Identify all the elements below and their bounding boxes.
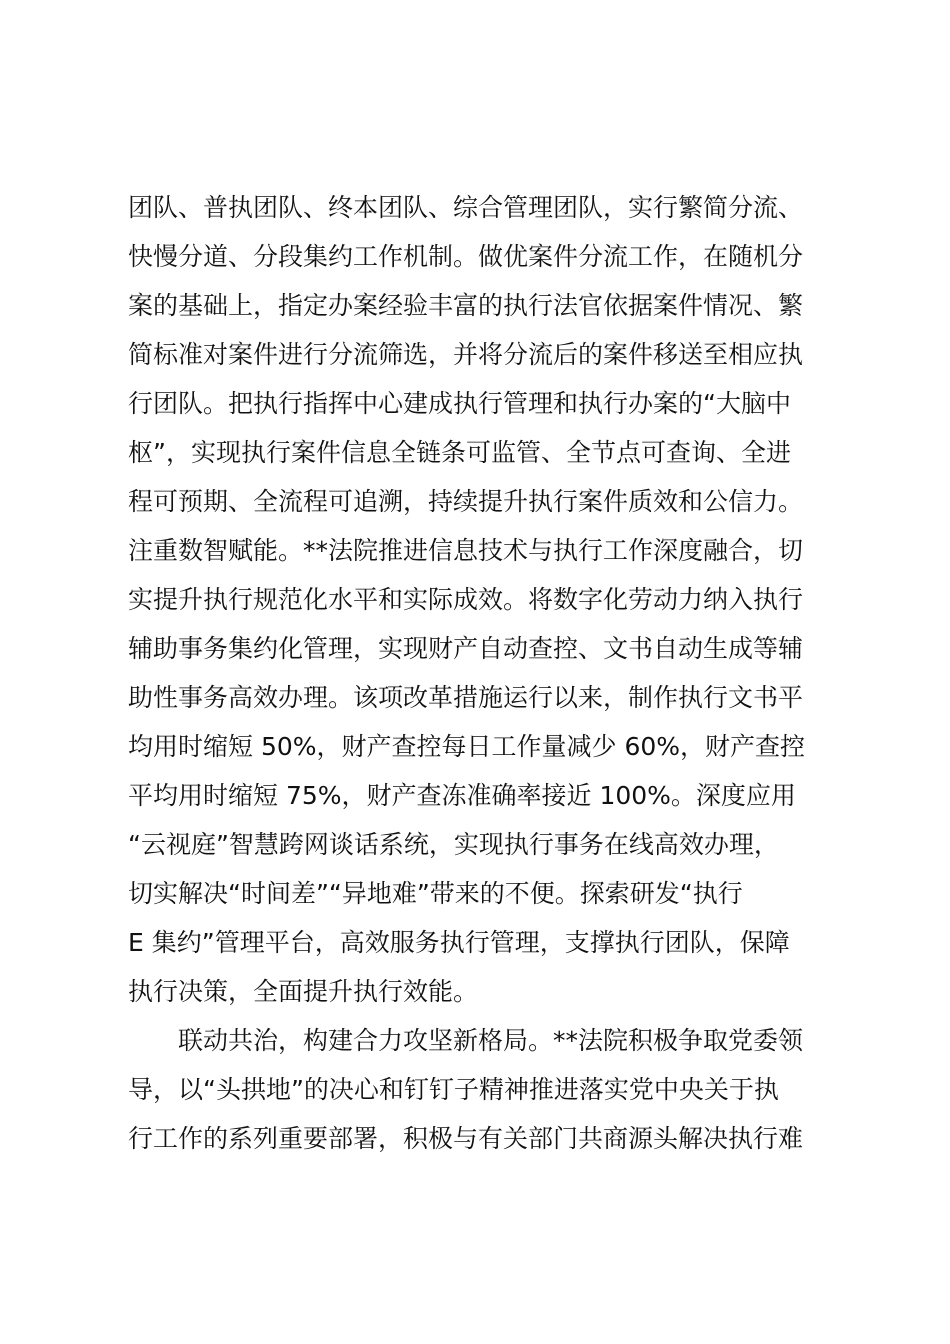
text-line: 平均用时缩短 75%，财产查冻准确率接近 100%。深度应用 — [128, 781, 796, 810]
text-line: 程可预期、全流程可追溯，持续提升执行案件质效和公信力。 — [128, 487, 804, 516]
text-line: 均用时缩短 50%，财产查控每日工作量减少 60%，财产查控 — [128, 732, 806, 761]
text-line: 注重数智赋能。**法院推进信息技术与执行工作深度融合，切 — [128, 536, 804, 565]
text-line: 案的基础上，指定办案经验丰富的执行法官依据案件情况、繁 — [128, 291, 804, 320]
text-line: 导，以“头拱地”的决心和钉钉子精神推进落实党中央关于执 — [128, 1075, 779, 1104]
text-line: 团队、普执团队、终本团队、综合管理团队，实行繁简分流、 — [128, 193, 804, 222]
text-line: E 集约”管理平台，高效服务执行管理，支撑执行团队，保障 — [128, 928, 790, 957]
text-line: 实提升执行规范化水平和实际成效。将数字化劳动力纳入执行 — [128, 585, 804, 614]
text-line: 辅助事务集约化管理，实现财产自动查控、文书自动生成等辅 — [128, 634, 804, 663]
text-line: “云视庭”智慧跨网谈话系统，实现执行事务在线高效办理， — [128, 830, 779, 859]
body-text — [128, 183, 838, 1163]
text-line: 行工作的系列重要部署，积极与有关部门共商源头解决执行难 — [128, 1124, 804, 1153]
text-line: 行团队。把执行指挥中心建成执行管理和执行办案的“大脑中 — [128, 389, 791, 418]
text-line: 枢”，实现执行案件信息全链条可监管、全节点可查询、全进 — [128, 438, 791, 467]
text-line: 快慢分道、分段集约工作机制。做优案件分流工作，在随机分 — [128, 242, 804, 271]
text-line: 简标准对案件进行分流筛选，并将分流后的案件移送至相应执 — [128, 340, 804, 369]
text-line: 切实解决“时间差”“异地难”带来的不便。探索研发“执行 — [128, 879, 743, 908]
paragraph-start-line: 联动共治，构建合力攻坚新格局。**法院积极争取党委领 — [178, 1026, 804, 1055]
text-line: 助性事务高效办理。该项改革措施运行以来，制作执行文书平 — [128, 683, 804, 712]
text-line: 执行决策，全面提升执行效能。 — [128, 977, 479, 1006]
